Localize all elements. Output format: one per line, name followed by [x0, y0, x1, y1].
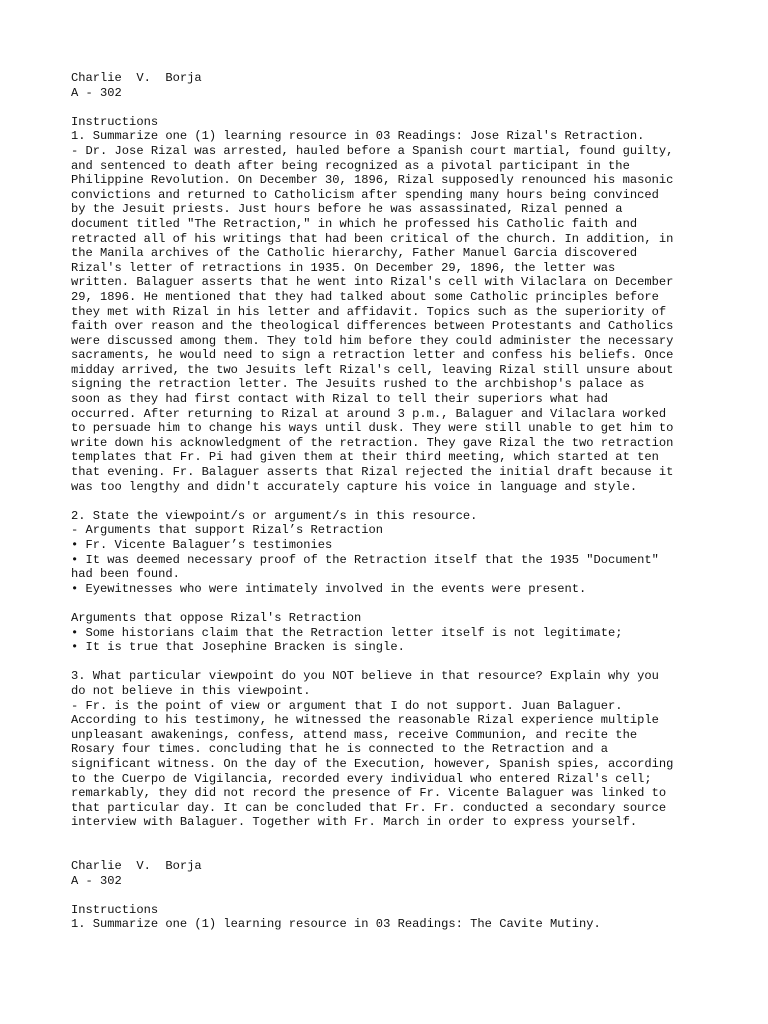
support-line: • Eyewitnesses who were intimately involved in the events were present.	[71, 581, 587, 596]
answer-line: to persuade him to change his ways until dusk. They were still unable to get him to	[71, 421, 674, 436]
instructions-heading: Instructions	[71, 114, 159, 129]
answer-line: sacraments, he would need to sign a retraction letter and confess his beliefs. Once	[71, 348, 674, 363]
question-line: 3. What particular viewpoint do you NOT believe in that resource? Explain why you	[71, 669, 659, 684]
answer-line: the Manila archives of the Catholic hierarchy, Father Manuel Garcia discovered	[71, 246, 638, 261]
question-line: do not believe in this viewpoint.	[71, 683, 311, 698]
answer-line: interview with Balaguer. Together with Fr. March in order to express yourself.	[71, 815, 638, 830]
spacer	[71, 494, 711, 509]
answer-line: that evening. Fr. Balaguer asserts that Rizal rejected the initial draft because it	[71, 465, 674, 480]
answer-line: written. Balaguer asserts that he went into Rizal's cell with Vilaclara on December	[71, 275, 674, 290]
oppose-line: • It is true that Josephine Bracken is single.	[71, 640, 405, 655]
author-name: Charlie V. Borja	[71, 859, 202, 874]
oppose-line: • Some historians claim that the Retraction letter itself is not legitimate;	[71, 625, 623, 640]
answer-line: Rizal's letter of retractions in 1935. On December 29, 1896, the letter was	[71, 260, 616, 275]
support-line: • Fr. Vicente Balaguer’s testimonies	[71, 538, 333, 552]
question-1: 1. Summarize one (1) learning resource in 03 Readings: The Cavite Mutiny.	[71, 917, 601, 932]
answer-line: retracted all of his writings that had been critical of the church. In addition, in	[71, 231, 674, 246]
opposing-arguments	[71, 611, 711, 655]
question-1: 1. Summarize one (1) learning resource in 03 Readings: Jose Rizal's Retraction.	[71, 129, 645, 144]
support-line: had been found.	[71, 567, 180, 582]
author-section: A - 302	[71, 873, 122, 888]
instructions-heading: Instructions	[71, 902, 159, 917]
spacer	[71, 596, 711, 611]
question-1-answer	[71, 144, 711, 494]
answer-line: remarkably, they did not record the presence of Fr. Vicente Balaguer was linked to	[71, 786, 667, 801]
answer-line: templates that Fr. Pi had given them at their third meeting, which started at ten	[71, 450, 659, 465]
support-line: - Arguments that support Rizal’s Retraction	[71, 523, 384, 538]
answer-line: they met with Rizal in his letter and affidavit. Topics such as the superiority of	[71, 304, 667, 319]
spacer	[71, 830, 711, 859]
answer-line: by the Jesuit priests. Just hours before he was assassinated, Rizal penned a	[71, 202, 623, 217]
document-page	[71, 71, 711, 932]
question-3-answer	[71, 699, 711, 830]
answer-line: write down his acknowledgment of the retraction. They gave Rizal the two retraction	[71, 435, 674, 450]
answer-line: unpleasant awakenings, confess, attend mass, receive Communion, and recite the	[71, 727, 638, 742]
answer-line: significant witness. On the day of the Execution, however, Spanish spies, according	[71, 756, 674, 771]
answer-line: that particular day. It can be concluded that Fr. Fr. conducted a secondary source	[71, 800, 667, 815]
oppose-line: Arguments that oppose Rizal's Retraction	[71, 610, 362, 625]
answer-line: occurred. After returning to Rizal at around 3 p.m., Balaguer and Vilaclara worked	[71, 406, 667, 421]
spacer	[71, 655, 711, 670]
answer-line: and sentenced to death after being recognized as a pivotal participant in the	[71, 158, 630, 173]
answer-line: soon as they had first contact with Rizal to tell their superiors what had	[71, 392, 609, 407]
answer-line: midday arrived, the two Jesuits left Rizal's cell, leaving Rizal still unsure about	[71, 362, 674, 377]
answer-line: to the Cuerpo de Vigilancia, recorded every individual who entered Rizal's cell;	[71, 771, 652, 786]
answer-line: 29, 1896. He mentioned that they had talked about some Catholic principles before	[71, 289, 659, 304]
answer-line: was too lengthy and didn't accurately capture his voice in language and style.	[71, 479, 638, 494]
answer-line: Rosary four times. concluding that he is connected to the Retraction and a	[71, 742, 609, 757]
answer-line: convictions and returned to Catholicism after spending many hours being convinced	[71, 187, 659, 202]
answer-line: signing the retraction letter. The Jesuits rushed to the archbishop's palace as	[71, 377, 645, 392]
supporting-arguments	[71, 523, 711, 596]
author-section: A - 302	[71, 85, 122, 100]
support-line: • It was deemed necessary proof of the Retraction itself that the 1935 "Document"	[71, 552, 659, 567]
answer-line: - Fr. is the point of view or argument that I do not support. Juan Balaguer.	[71, 698, 623, 713]
answer-line: Philippine Revolution. On December 30, 1896, Rizal supposedly renounced his masonic	[71, 173, 674, 188]
answer-line: faith over reason and the theological differences between Protestants and Catholics	[71, 319, 674, 334]
question-3	[71, 669, 711, 698]
author-name: Charlie V. Borja	[71, 71, 202, 85]
spacer	[71, 100, 711, 115]
answer-line: document titled "The Retraction," in which he professed his Catholic faith and	[71, 216, 638, 231]
answer-line: - Dr. Jose Rizal was arrested, hauled before a Spanish court martial, found guilty,	[71, 143, 674, 158]
spacer	[71, 888, 711, 903]
answer-line: According to his testimony, he witnessed the reasonable Rizal experience multiple	[71, 713, 659, 728]
answer-line: were discussed among them. They told him before they could administer the necessary	[71, 333, 674, 348]
question-2: 2. State the viewpoint/s or argument/s in this resource.	[71, 508, 478, 523]
